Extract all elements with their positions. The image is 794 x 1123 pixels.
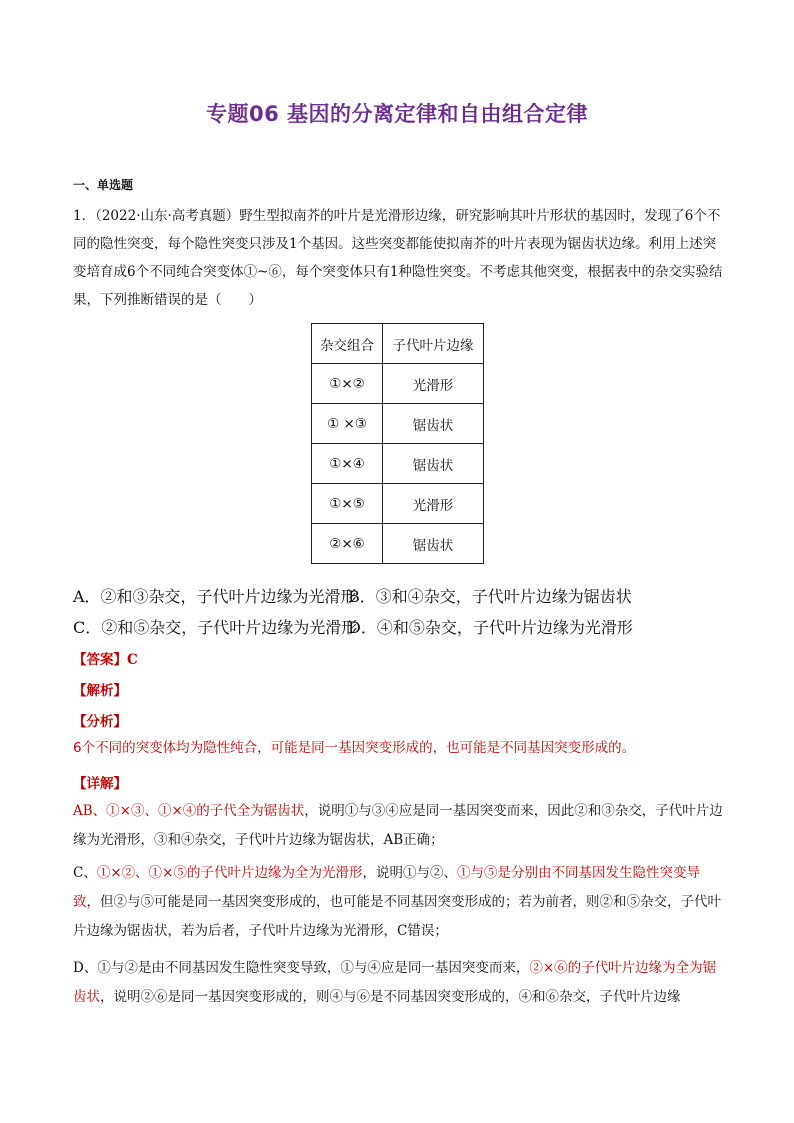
page-title: 专题06 基因的分离定律和自由组合定律 [205, 102, 589, 126]
detail-ab-highlight: ①×③、①×④的子代全为锯齿状 [106, 803, 305, 819]
option-a: A．②和③杂交，子代叶片边缘为光滑形 [73, 587, 357, 606]
detail-d-text-1: D、①与②是由不同基因发生隐性突变导致，①与④应是同一基因突变而来， [73, 960, 530, 976]
detail-label: 【详解】 [73, 776, 127, 792]
table-cell: ①×④ [312, 444, 383, 484]
detail-ab-text: ，说明①与③④应是同一基因突变而来，因此②和③杂交，子代叶片边缘为光滑形，③和④杂交，子代叶片边缘为锯齿状，AB正确； [73, 803, 723, 848]
option-d: D．④和⑤杂交，子代叶片边缘为光滑形 [348, 618, 633, 637]
table-row [312, 524, 484, 564]
option-b: B．③和④杂交，子代叶片边缘为锯齿状 [348, 587, 632, 606]
detail-c-text-2: ，但②与⑤可能是同一基因突变形成的，也可能是不同基因突变形成的；若为前者，则②和⑤杂交，子代叶片边缘为锯齿状，若为后者，子代叶片边缘为光滑形，C错误； [73, 894, 721, 939]
table-cell: 锯齿状 [383, 404, 484, 444]
detail-ab-prefix: AB、 [73, 803, 107, 819]
table-header-row [312, 324, 484, 364]
detail-d-highlight: ②×⑥的子代叶片边缘为全为锯齿状 [73, 960, 717, 1005]
answer-line [73, 648, 138, 668]
table-row [312, 444, 484, 484]
table-cell: ①×⑤ [312, 484, 383, 524]
table-header-cell: 子代叶片边缘 [383, 324, 484, 364]
table-row [312, 484, 484, 524]
answer-label: 【答案】 [73, 652, 127, 668]
table-cell: 锯齿状 [383, 524, 484, 564]
fenxi-text: 6个不同的突变体均为隐性纯合，可能是同一基因突变形成的，也可能是不同基因突变形成的。 [73, 740, 636, 756]
cross-result-table [311, 323, 484, 564]
detail-c-text-1: ，说明①与②、 [362, 865, 457, 881]
detail-c-highlight-2: ①与⑤是分别由不同基因发生隐性突变导致 [73, 865, 700, 910]
table-cell: ②×⑥ [312, 524, 383, 564]
table-row [312, 364, 484, 404]
question-text: 1．（2022·山东·高考真题）野生型拟南芥的叶片是光滑形边缘，研究影响其叶片形状的基因时，发现了6个不同的隐性突变，每个隐性突变只涉及1个基因。这些突变都能使拟南芥的叶片表现为锯齿状边缘。利用上述突变培育成6个不同纯合突变体①~⑥，每个突变体只有1种隐性突变。不考虑其他突变，根据表中的杂交实验结果，下列推断错误的是（ ） [73, 208, 723, 308]
answer-value: C [127, 652, 138, 668]
option-c: C．②和⑤杂交，子代叶片边缘为光滑形 [73, 618, 358, 637]
table-row [312, 404, 484, 444]
detail-d-text-2: ，说明②⑥是同一基因突变形成的，则④与⑥是不同基因突变形成的，④和⑥杂交，子代叶片边缘 [100, 989, 681, 1005]
detail-paragraph-d [73, 954, 723, 1012]
section-heading: 一、单选题 [73, 178, 134, 192]
table-cell: ① ×③ [312, 404, 383, 444]
detail-c-highlight-1: ①×②、①×⑤的子代叶片边缘为全为光滑形 [96, 865, 363, 881]
detail-c-prefix: C、 [73, 865, 97, 881]
table-cell: 光滑形 [383, 364, 484, 404]
table-header-cell: 杂交组合 [312, 324, 383, 364]
table-cell: 光滑形 [383, 484, 484, 524]
detail-paragraph-c [73, 859, 723, 946]
fenxi-label: 【分析】 [73, 714, 127, 730]
table-cell: 锯齿状 [383, 444, 484, 484]
analysis-label: 【解析】 [73, 683, 127, 699]
detail-paragraph-ab [73, 797, 723, 855]
table-cell: ①×② [312, 364, 383, 404]
